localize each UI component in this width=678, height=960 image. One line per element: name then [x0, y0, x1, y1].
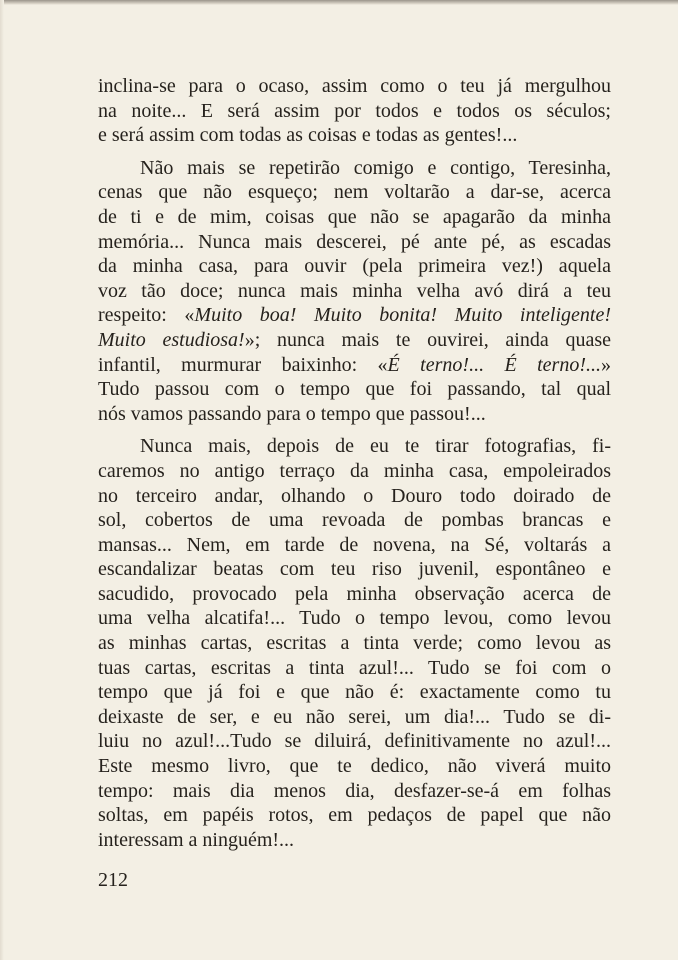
text-line — [98, 402, 611, 427]
text-line — [98, 508, 611, 533]
text-run: respeito: « — [98, 304, 195, 327]
text-line — [98, 680, 611, 705]
text-run: Nunca mais, depois de eu te tirar fotografias, fi- — [140, 435, 611, 458]
text-line — [98, 631, 611, 656]
text-line — [98, 180, 611, 205]
text-run: » — [601, 353, 611, 376]
text-run: Não mais se repetirão comigo e contigo, Teresinha, — [140, 156, 611, 179]
text-line — [98, 459, 611, 484]
text-line — [98, 377, 611, 402]
body-text — [98, 74, 611, 852]
text-run: sol, cobertos de uma revoada de pombas brancas e — [98, 509, 611, 532]
text-run: Este mesmo livro, que te dedico, não viverá muito — [98, 755, 611, 778]
text-line — [98, 803, 611, 828]
text-run: da minha casa, para ouvir (pela primeira vez!) aquela — [98, 255, 611, 278]
text-run: mansas... Nem, em tarde de novena, na Sé, voltarás a — [98, 533, 611, 556]
text-line — [98, 754, 611, 779]
text-run: »; nunca mais te ouvirei, ainda quase — [244, 328, 611, 351]
text-line — [98, 729, 611, 754]
text-line — [98, 254, 611, 279]
text-run: nós vamos passando para o tempo que passou!... — [98, 402, 486, 425]
text-line — [98, 328, 611, 353]
text-run: soltas, em papéis rotos, em pedaços de papel que não — [98, 804, 611, 827]
paragraph — [98, 434, 611, 852]
text-run: tuas cartas, escritas a tinta azul!... Tudo se foi com o — [98, 656, 611, 679]
text-line — [98, 303, 611, 328]
text-run: de ti e de mim, coisas que não se apagarão da minha — [98, 205, 611, 228]
text-run: sacudido, provocado pela minha observação acerca de — [98, 582, 611, 605]
paragraph-spacing — [98, 426, 611, 434]
text-run: inclina-se para o ocaso, assim como o teu já mergulhou — [98, 75, 611, 97]
text-line — [98, 123, 611, 148]
text-run: interessam a ninguém!... — [98, 828, 295, 851]
text-run: luiu no azul!...Tudo se diluirá, definitivamente no azul!... — [98, 730, 611, 753]
text-line — [98, 656, 611, 681]
text-line — [98, 99, 611, 124]
text-run: tempo que já foi e que não é: exactamente como tu — [98, 681, 611, 704]
page-left-edge — [0, 0, 4, 960]
page-top-edge — [0, 0, 678, 5]
text-line — [98, 156, 611, 181]
text-run: e será assim com todas as coisas e todas as gentes!... — [98, 124, 518, 147]
text-line — [98, 279, 611, 304]
text-run: deixaste de ser, e eu não serei, um dia!... Tudo se di- — [98, 705, 611, 728]
text-run: tempo: mais dia menos dia, desfazer-se-á em folhas — [98, 779, 611, 802]
text-run: no terceiro andar, olhando o Douro todo doirado de — [98, 484, 611, 507]
text-run: caremos no antigo terraço da minha casa, empoleirados — [98, 459, 611, 482]
text-line — [98, 557, 611, 582]
text-line — [98, 533, 611, 558]
text-line — [98, 484, 611, 509]
text-run: infantil, murmurar baixinho: « — [98, 353, 388, 376]
text-line — [98, 779, 611, 804]
text-line — [98, 230, 611, 255]
paragraph-spacing — [98, 148, 611, 156]
text-run: uma velha alcatifa!... Tudo o tempo levou, como levou — [98, 607, 611, 630]
text-line — [98, 705, 611, 730]
text-run: as minhas cartas, escritas a tinta verde; como levou as — [98, 632, 611, 655]
italic-text: Muito boa! Muito bonita! Muito inteligente! — [194, 304, 611, 327]
text-line — [98, 582, 611, 607]
text-line — [98, 353, 611, 378]
text-run: cenas que não esqueço; nem voltarão a dar-se, acerca — [98, 181, 611, 204]
paragraph — [98, 156, 611, 427]
italic-text: Muito estudiosa! — [98, 328, 245, 351]
text-run: memória... Nunca mais descerei, pé ante pé, as escadas — [98, 230, 611, 253]
text-run: na noite... E será assim por todos e todos os séculos; — [98, 99, 611, 122]
text-line — [98, 434, 611, 459]
paragraph — [98, 74, 611, 148]
text-line — [98, 74, 611, 99]
italic-text: É terno!... É terno!... — [387, 353, 601, 376]
page-number: 212 — [98, 869, 128, 891]
text-line — [98, 606, 611, 631]
text-run: voz tão doce; nunca mais minha velha avó dirá a teu — [98, 279, 611, 302]
text-run: Tudo passou com o tempo que foi passando, tal qual — [98, 378, 611, 401]
text-run: escandalizar beatas com teu riso juvenil, espontâneo e — [98, 558, 611, 581]
text-line — [98, 828, 611, 853]
text-line — [98, 205, 611, 230]
